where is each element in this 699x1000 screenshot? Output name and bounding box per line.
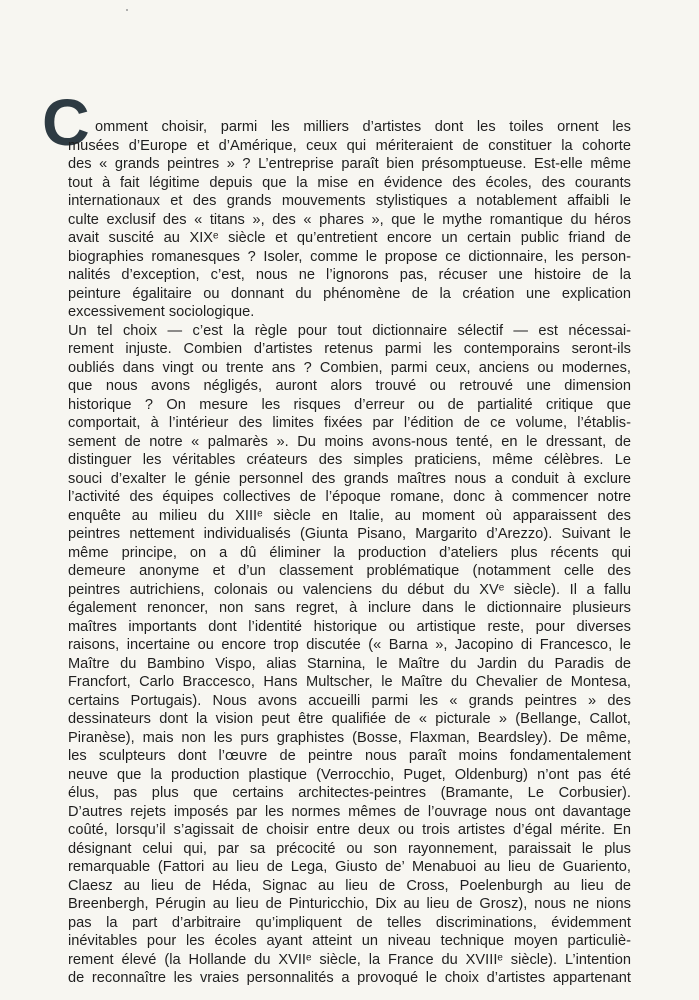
text-line: culte exclusif des « titans », des « phares », que le mythe romantique du héros xyxy=(68,211,631,228)
text-line: nalités d’exception, c’est, nous ne l’ignorons pas, récuser une histoire de la xyxy=(68,267,631,283)
text-line: raisons, incertaine ou encore trop discutée (« Barna », Jacopino di Francesco, le xyxy=(68,637,631,653)
text-line: Piranèse), mais non les purs graphistes (Bosse, Flaxman, Beardsley). De même, xyxy=(68,729,631,746)
text-line: désignant celui qui, par sa précocité ou son rayonnement, paraissait le plus xyxy=(68,840,631,857)
text-line: les sculpteurs dont l’œuvre de peintre nous paraît moins fondamentalement xyxy=(68,748,631,764)
text-line: oubliés dans vingt ou trente ans ? Combien, parmi ceux, anciens ou modernes, xyxy=(68,359,631,376)
paper-speck xyxy=(126,9,128,11)
text-line: Maître du Bambino Vispo, alias Starnina, le Maître du Jardin du Paradis de xyxy=(68,655,631,672)
text-line: peintres autrichiens, colonais ou valenciens du début du XVᵉ siècle). Il a fallu xyxy=(68,581,631,598)
text-line: musées d’Europe et d’Amérique, ceux qui mériteraient de constituer la cohorte xyxy=(68,137,631,154)
text-line: demeure anonyme et d’un classement problématique (notamment celle des xyxy=(68,563,631,579)
text-line: peintres nettement individualisés (Giunta Pisano, Margarito d’Arezzo). Suivant le xyxy=(68,526,631,542)
text-line: Breenbergh, Pérugin au lieu de Pinturicchio, Dix au lieu de Grosz), nous ne nions xyxy=(68,896,631,912)
text-line: remarquable (Fattori au lieu de Lega, Giusto de’ Menabuoi au lieu de Guariento, xyxy=(68,859,631,875)
text-line: dessinateurs dont la vision peut être qualifiée de « picturale » (Bellange, Callot, xyxy=(68,711,631,727)
text-line: internationaux et des grands mouvements stylistiques a notablement affaibli le xyxy=(68,193,631,209)
text-line: enquête au milieu du XIIIᵉ siècle en Italie, au moment où apparaissent des xyxy=(68,507,631,524)
text-line: peinture égalitaire ou donnant du phénomène de la création une explication xyxy=(68,285,631,302)
text-line: souci d’exalter le génie personnel des grands maîtres nous a conduit à exclure xyxy=(68,470,631,487)
text-line: Francfort, Carlo Braccesco, Hans Multscher, le Maître du Chevalier de Montesa, xyxy=(68,674,631,690)
text-line: certains Portugais). Nous avons accueilli parmi les « grands peintres » des xyxy=(68,692,631,709)
page-text xyxy=(68,118,631,988)
text-line: Claesz au lieu de Héda, Signac au lieu de Cross, Poelenburgh au lieu de xyxy=(68,877,631,894)
text-line: Un tel choix — c’est la règle pour tout dictionnaire sélectif — est nécessai- xyxy=(68,322,631,339)
text-line: que nous avons négligés, auront alors trouvé ou retrouvé une dimension xyxy=(68,378,631,394)
drop-cap: C xyxy=(42,85,90,159)
text-line: sement de notre « palmarès ». Du moins avons-nous tenté, en le dressant, de xyxy=(68,433,631,450)
text-line: biographies romanesques ? Isoler, comme le propose ce dictionnaire, les person- xyxy=(68,248,631,265)
text-line: coûté, lorsqu’il s’agissait de choisir entre deux ou trois artistes d’égal mérite. En xyxy=(68,822,631,838)
text-line: avait suscité au XIXᵉ siècle et qu’entretient encore un certain public friand de xyxy=(68,230,631,246)
text-line: rement injuste. Combien d’artistes retenus parmi les contemporains seront-ils xyxy=(68,341,631,357)
text-line: distinguer les véritables créateurs des simples praticiens, même célèbres. Le xyxy=(68,452,631,468)
text-line: neuve que la production plastique (Verrocchio, Puget, Oldenburg) n’ont pas été xyxy=(68,766,631,783)
text-line: l’activité des équipes collectives de l’époque romane, donc à commencer notre xyxy=(68,489,631,505)
text-line: omment choisir, parmi les milliers d’artistes dont les toiles ornent les xyxy=(95,119,631,135)
text-line: historique ? On mesure les risques d’erreur ou de partialité critique que xyxy=(68,396,631,413)
text-line: maîtres importants dont l’identité historique ou artistique reste, pour diverses xyxy=(68,618,631,635)
text-line: élus, pas plus que certains architectes-peintres (Bramante, Le Corbusier). xyxy=(68,785,631,801)
text-line: D’autres rejets imposés par les normes mêmes de l’ouvrage nous ont davantage xyxy=(68,803,631,820)
text-line: même principe, on a dû éliminer la production d’ateliers plus récents qui xyxy=(68,544,631,561)
text-line: des « grands peintres » ? L’entreprise paraît bien présomptueuse. Est-elle même xyxy=(68,156,631,172)
text-line: tout à fait légitime depuis que la mise en évidence des écoles, des courants xyxy=(68,174,631,191)
text-line: également renoncer, non sans regret, à inclure dans le dictionnaire plusieurs xyxy=(68,600,631,616)
text-line: de reconnaître les vraies personnalités a provoqué le choix d’artistes appartenant xyxy=(68,970,631,986)
text-line: comportait, à l’intérieur des limites fixées par l’édition de ce volume, l’établis- xyxy=(68,415,631,431)
text-line: pas la part d’arbitraire qu’impliquent de telles discriminations, évidemment xyxy=(68,914,631,931)
text-line: inévitables pour les écoles ayant atteint un niveau technique moyen particuliè- xyxy=(68,933,631,949)
text-line: rement élevé (la Hollande du XVIIᵉ siècle, la France du XVIIIᵉ siècle). L’intention xyxy=(68,951,631,968)
text-line: excessivement sociologique. xyxy=(68,304,255,320)
